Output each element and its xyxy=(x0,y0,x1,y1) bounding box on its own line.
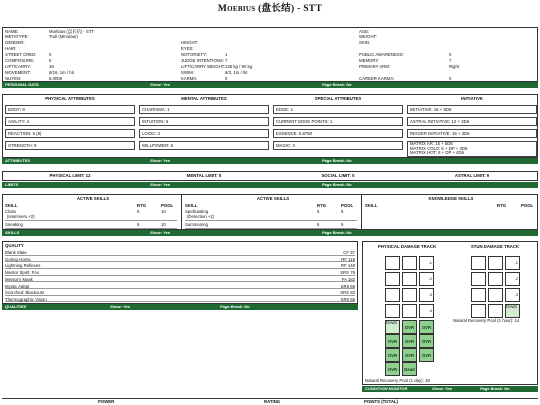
skill-row[interactable] xyxy=(185,210,357,221)
damage-modifier: -1 xyxy=(514,259,518,265)
personal-value: 7 xyxy=(225,58,228,63)
points-col-header: POINTS (TOTAL) xyxy=(364,399,398,404)
quality-name: Mystic Adept xyxy=(5,283,30,289)
skills-band xyxy=(2,230,538,236)
rtg-col-header: RTG xyxy=(497,203,507,208)
damage-modifier: -1 xyxy=(428,259,432,265)
band-label: SKILLS xyxy=(5,230,20,235)
physical-limit: PHYSICAL LIMIT: 12 xyxy=(49,173,91,178)
attributes-band xyxy=(2,158,538,164)
physical-overflow-box[interactable]: OVR xyxy=(385,334,400,348)
skills-section xyxy=(2,194,538,230)
condition-monitor-section xyxy=(362,241,538,385)
initiative-cell[interactable]: ASTRAL INITIATIVE: 12 + 3D6 xyxy=(407,117,537,126)
band-show[interactable]: Show: Yes xyxy=(150,230,171,235)
special-attributes-header: SPECIAL ATTRIBUTES xyxy=(314,96,362,101)
matrix-initiative-line: MATRIX HOT: 6 + DP + 4D6 xyxy=(410,150,465,156)
physical-damage-box[interactable] xyxy=(385,272,400,286)
initiative-header: INITIATIVE xyxy=(461,96,483,101)
band-show[interactable]: Show: Yes xyxy=(150,82,171,87)
personal-data-band xyxy=(2,82,538,88)
skill-rating: 6 xyxy=(317,221,320,227)
stun-damage-box[interactable] xyxy=(471,304,486,318)
damage-modifier: -3 xyxy=(428,291,432,297)
skill-row[interactable] xyxy=(185,223,357,229)
band-show[interactable]: Show: Yes xyxy=(110,304,131,309)
skill-pool: 9 xyxy=(341,221,344,227)
physical-recovery-pool: Natural Recovery Pool (1 day): 18 xyxy=(365,378,430,383)
mental-attributes-header: MENTAL ATTRIBUTES xyxy=(181,96,227,101)
stun-damage-box[interactable] xyxy=(471,272,486,286)
stun-damage-track-title: STUN DAMAGE TRACK xyxy=(470,244,520,249)
damage-modifier: -2 xyxy=(514,275,518,281)
quality-row[interactable] xyxy=(5,257,355,263)
special-attribute-cell[interactable]: EDGE: 1 xyxy=(273,105,403,114)
knowledge-skills-header: KNOWLEDGE SKILLS xyxy=(428,196,474,201)
initiative-cell[interactable]: INITIATIVE: 15 + 5D6 xyxy=(407,105,537,114)
physical-attribute-cell[interactable]: AGILITY: 4 xyxy=(5,117,135,126)
rating-col-header: RATING xyxy=(264,399,281,404)
stun-damage-box[interactable] xyxy=(488,304,503,318)
personal-label: NUYEN: xyxy=(5,75,22,81)
physical-damage-box[interactable] xyxy=(419,304,434,318)
band-page-break[interactable]: Page Break: No xyxy=(322,82,352,87)
physical-attribute-cell[interactable]: BODY: 9 xyxy=(5,105,135,114)
special-attribute-cell[interactable]: CURRENT EDGE POINTS: 1 xyxy=(273,117,403,126)
matrix-initiative-cell[interactable] xyxy=(407,141,537,157)
personal-value: 0 xyxy=(225,75,228,81)
quality-source: RF 148 xyxy=(340,263,355,269)
physical-overflow-box[interactable]: OVR xyxy=(385,348,400,362)
personal-label: EYES: xyxy=(181,46,194,52)
special-attribute-cell[interactable]: ESSENCE: 5.8750 xyxy=(273,129,403,138)
band-page-break[interactable]: Page Break: No xyxy=(322,158,352,163)
quality-name: Mentor Spirit: Fox xyxy=(5,270,39,276)
band-label: ATTRIBUTES xyxy=(5,158,31,163)
quality-row[interactable] xyxy=(5,263,355,269)
physical-overflow-box[interactable]: OVR xyxy=(402,320,417,334)
stun-damage-box[interactable] xyxy=(488,272,503,286)
quality-row[interactable] xyxy=(5,290,355,296)
pool-col-header: POOL xyxy=(341,203,354,208)
personal-label: JUDGE INTENTIONS: xyxy=(181,58,224,63)
quality-source: RF 115 xyxy=(341,256,355,262)
physical-damage-track-title: PHYSICAL DAMAGE TRACK xyxy=(377,244,437,249)
limits-section xyxy=(2,171,538,181)
skill-rating: 6 xyxy=(317,208,320,214)
personal-label: PRIMARY ARM: xyxy=(359,63,391,69)
quality-source: SR5 69 xyxy=(340,283,355,289)
initiative-cell[interactable]: RIGGER INITIATIVE: 15 + 3D6 xyxy=(407,129,537,138)
skill-rating: 6 xyxy=(137,208,140,214)
personal-value: 0 xyxy=(449,52,452,58)
stun-damage-box[interactable] xyxy=(471,288,486,302)
personal-label: NOTORIETY: xyxy=(181,52,207,58)
personal-label: MEMORY: xyxy=(359,58,380,63)
personal-value: 0 xyxy=(49,52,52,58)
personal-label: KARMA: xyxy=(181,75,198,81)
rtg-col-header: RTG xyxy=(317,203,327,208)
personal-data-section xyxy=(2,27,538,82)
personal-label: NAME: xyxy=(5,28,19,34)
stun-damage-box[interactable] xyxy=(488,256,503,270)
physical-overflow-box[interactable]: OVR xyxy=(419,348,434,362)
band-label: PERSONAL DATA xyxy=(5,82,39,87)
personal-value: 6 xyxy=(49,58,52,63)
pool-col-header: POOL xyxy=(521,203,534,208)
skill-col-header: SKILL xyxy=(5,203,18,208)
physical-overflow-box[interactable]: Dead xyxy=(402,362,417,376)
band-page-break[interactable]: Page Break: No xyxy=(322,230,352,235)
skill-name: Clubs xyxy=(5,208,16,214)
mental-attribute-cell[interactable]: WILLPOWER: 5 xyxy=(139,141,269,150)
physical-damage-box[interactable] xyxy=(402,272,417,286)
personal-value: 1 xyxy=(225,52,228,58)
quality-header: QUALITY xyxy=(5,243,24,248)
quality-name: Goring Horns xyxy=(5,256,31,262)
stun-damage-box[interactable] xyxy=(505,288,520,302)
personal-value: 6,000¥ xyxy=(49,75,63,81)
personal-label: CAREER KARMA: xyxy=(359,75,395,81)
personal-label: SWIM: xyxy=(181,69,194,75)
damage-modifier: -3 xyxy=(514,291,518,297)
quality-name: Scorched: Blackouts xyxy=(5,290,45,296)
personal-label: HAIR: xyxy=(5,46,17,52)
band-page-break[interactable]: Page Break: No xyxy=(220,304,250,309)
quality-row[interactable] xyxy=(5,250,355,256)
mental-attribute-cell[interactable]: INTUITION: 6 xyxy=(139,117,269,126)
physical-damage-box[interactable] xyxy=(385,288,400,302)
physical-damage-box[interactable] xyxy=(402,304,417,318)
physical-overflow-box[interactable]: Down xyxy=(385,320,400,334)
physical-overflow-box[interactable]: OVR xyxy=(402,348,417,362)
skill-rating: 6 xyxy=(137,221,140,227)
mental-limit: MENTAL LIMIT: 5 xyxy=(186,173,222,178)
personal-value: 7 xyxy=(449,58,452,63)
personal-label: LIFT/CARRY: xyxy=(5,63,31,69)
active-skills-header: ACTIVE SKILLS xyxy=(76,196,110,201)
skill-specialization: (Hammers +2) xyxy=(7,213,35,219)
special-attribute-cell[interactable]: MAGIC: 3 xyxy=(273,141,403,150)
personal-label: COMPOSURE: xyxy=(5,58,35,63)
quality-name: Mentor's Mask xyxy=(5,276,33,282)
physical-attributes-header: PHYSICAL ATTRIBUTES xyxy=(45,96,95,101)
skill-name: Sneaking xyxy=(5,221,23,227)
mental-attribute-cell[interactable]: LOGIC: 2 xyxy=(139,129,269,138)
condition-monitor-band xyxy=(362,386,538,392)
matrix-initiative-line: MATRIX AR: 15 + 5D6 xyxy=(410,141,453,146)
power-col-header: POWER xyxy=(98,399,115,404)
personal-value: 8/16, 1m / hit xyxy=(49,69,74,75)
band-show[interactable]: Show: Yes xyxy=(432,386,453,391)
quality-source: SRS 83 xyxy=(340,290,355,296)
physical-damage-box[interactable] xyxy=(402,288,417,302)
skill-pool: 9 xyxy=(341,208,344,214)
band-label: LIMITS xyxy=(5,182,19,187)
quality-row[interactable] xyxy=(5,284,355,290)
physical-damage-box[interactable] xyxy=(419,288,434,302)
physical-attribute-cell[interactable]: STRENGTH: 9 xyxy=(5,141,135,150)
personal-value: 135 kg / 90 kg xyxy=(225,63,252,69)
personal-label: LIFT/CARRY WEIGHT: xyxy=(181,63,226,69)
matrix-initiative-line: MATRIX COLD: 6 + DP + 3D6 xyxy=(410,145,468,151)
quality-source: SRS 76 xyxy=(340,270,355,276)
personal-label: SKIN: xyxy=(359,40,371,46)
skill-pool: 10 xyxy=(161,221,166,227)
quality-source: CF 57 xyxy=(343,250,355,255)
personal-value: Troll (Minotaur) xyxy=(49,34,78,40)
skill-row[interactable] xyxy=(5,223,177,229)
damage-modifier: -2 xyxy=(428,275,432,281)
band-show[interactable]: Show: Yes xyxy=(150,182,171,187)
active-skills-header-2: ACTIVE SKILLS xyxy=(256,196,290,201)
personal-label: METATYPE: xyxy=(5,34,29,40)
stun-damage-box[interactable] xyxy=(488,288,503,302)
skill-col-header: SKILL xyxy=(185,203,198,208)
page-title: Moebius (盘长结) - STT xyxy=(217,4,323,14)
damage-modifier: -4 xyxy=(428,307,432,313)
physical-attribute-cell[interactable]: REACTION: 5 (8) xyxy=(5,129,135,138)
personal-label: HEIGHT: xyxy=(181,40,198,46)
rtg-col-header: RTG xyxy=(137,203,147,208)
skill-pool: 10 xyxy=(161,208,166,214)
physical-overflow-box[interactable]: OVR xyxy=(402,334,417,348)
personal-value: Right xyxy=(449,63,460,69)
personal-value: Moebius (盘长结) - STT xyxy=(49,28,95,34)
stun-damage-box[interactable] xyxy=(471,256,486,270)
limits-band xyxy=(2,182,538,188)
qualities-band xyxy=(2,304,358,310)
personal-label: GENDER: xyxy=(5,40,25,46)
band-label: QUALITIES xyxy=(5,304,27,309)
qualities-section xyxy=(2,241,358,304)
powers-header-row xyxy=(2,398,538,405)
skill-specialization: (Detection +2) xyxy=(187,213,215,219)
personal-label: WEIGHT: xyxy=(359,34,377,40)
physical-damage-box[interactable] xyxy=(419,256,434,270)
physical-overflow-box[interactable]: OVR xyxy=(419,334,434,348)
personal-label: PUBLIC AWARENESS: xyxy=(359,52,404,58)
pool-col-header: POOL xyxy=(161,203,174,208)
quality-name: Thermographic Vision xyxy=(5,296,47,302)
personal-label: AGE: xyxy=(359,28,370,34)
quality-name: Lightning Reflexes xyxy=(5,263,41,269)
skill-col-header: SKILL xyxy=(365,203,378,208)
mental-attribute-cell[interactable]: CHARISMA: 1 xyxy=(139,105,269,114)
quality-row[interactable] xyxy=(5,297,355,303)
quality-name: Blank Slate xyxy=(5,250,27,255)
stun-recovery-pool: Natural Recovery Pool (1 hour): 14 xyxy=(453,318,520,323)
personal-value: 0 xyxy=(449,75,452,81)
quality-row[interactable] xyxy=(5,270,355,276)
band-show[interactable]: Show: Yes xyxy=(150,158,171,163)
personal-label: MOVEMENT: xyxy=(5,69,31,75)
quality-source: SR5 66 xyxy=(340,296,355,302)
skill-name: Summoning xyxy=(185,221,208,227)
band-page-break[interactable]: Page Break: No xyxy=(480,386,510,391)
physical-overflow-box[interactable]: OVR xyxy=(385,362,400,376)
stun-damage-box[interactable] xyxy=(505,256,520,270)
band-label: CONDITION MONITOR xyxy=(365,386,408,391)
physical-overflow-box[interactable]: OVR xyxy=(419,320,434,334)
attributes-section xyxy=(2,94,538,158)
astral-limit: ASTRAL LIMIT: 9 xyxy=(454,173,490,178)
personal-value: 6/3, 1m / hit xyxy=(225,69,248,75)
physical-damage-box[interactable] xyxy=(385,304,400,318)
band-page-break[interactable]: Page Break: No xyxy=(322,182,352,187)
stun-damage-box[interactable] xyxy=(505,272,520,286)
personal-value: 18 xyxy=(49,63,54,69)
physical-damage-box[interactable] xyxy=(385,256,400,270)
personal-label: STREET CRED: xyxy=(5,52,37,58)
quality-row[interactable] xyxy=(5,277,355,283)
stun-down-box[interactable]: Down xyxy=(505,304,520,318)
skill-name: Spellcasting xyxy=(185,208,209,214)
physical-damage-box[interactable] xyxy=(419,272,434,286)
skill-row[interactable] xyxy=(5,210,177,221)
quality-source: FA 182 xyxy=(341,276,355,282)
social-limit: SOCIAL LIMIT: 5 xyxy=(321,173,355,178)
physical-damage-box[interactable] xyxy=(402,256,417,270)
